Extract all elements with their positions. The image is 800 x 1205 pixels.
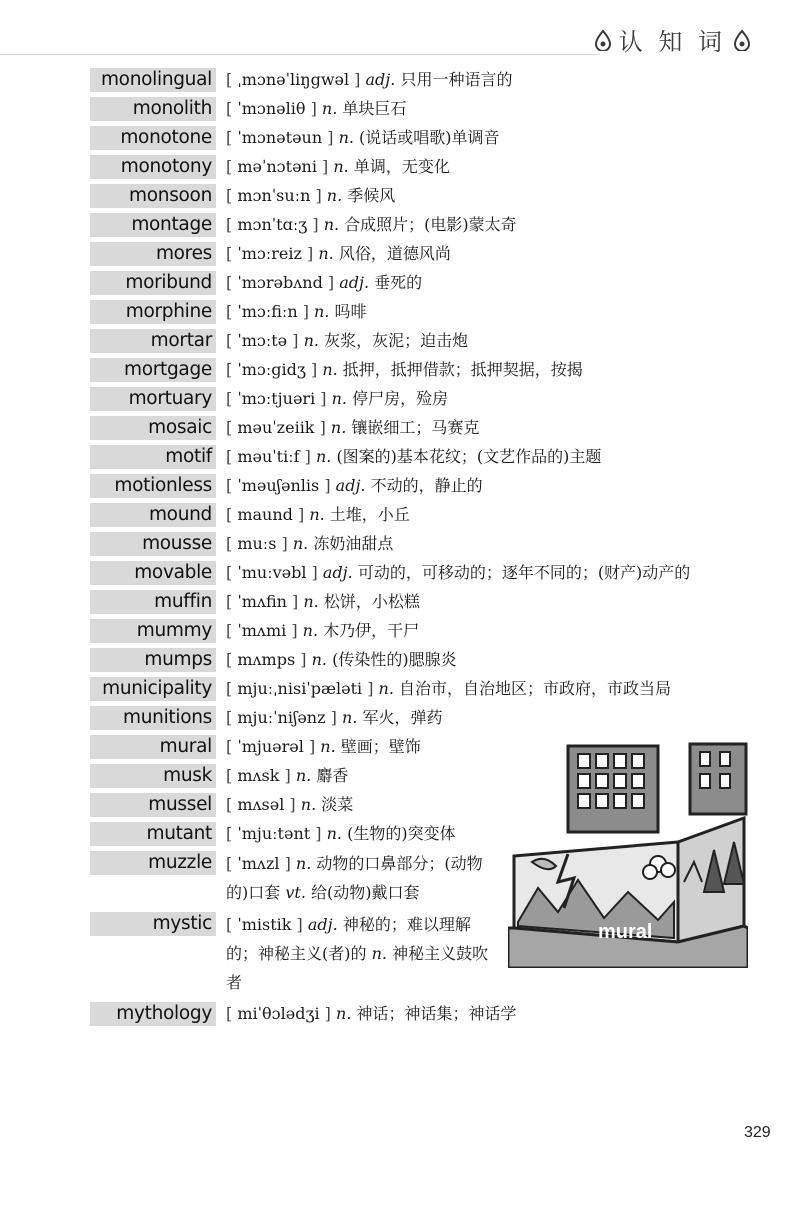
page-header: [0, 18, 800, 58]
headword: monolith: [90, 97, 216, 121]
part-of-speech: n.: [341, 708, 358, 727]
bracket-close: ]: [316, 157, 334, 176]
bracket-close: ]: [284, 795, 301, 814]
meaning: 松饼，小松糕: [323, 592, 420, 611]
definition: [226, 126, 500, 150]
bracket-close: ]: [301, 244, 319, 263]
bracket-open: [: [226, 360, 238, 379]
part-of-speech: n.: [320, 737, 336, 756]
headword: motif: [90, 445, 216, 469]
headword: muffin: [90, 590, 216, 614]
dictionary-entry: [0, 300, 800, 324]
bracket-close: ]: [322, 273, 340, 292]
headword: mound: [90, 503, 216, 527]
definition: [226, 271, 422, 295]
meaning: 自治市，自治地区；市政府，市政当局: [399, 679, 672, 698]
phonetic: ˈmjuərəl: [237, 737, 304, 756]
bracket-open: [: [226, 157, 238, 176]
definition: [226, 329, 468, 353]
part-of-speech: n.: [318, 244, 334, 263]
part-of-speech: n.: [295, 766, 312, 785]
bracket-open: [: [226, 795, 238, 814]
part-of-speech: vt.: [285, 883, 306, 902]
bracket-open: [: [226, 70, 238, 89]
phonetic: ˈmɔnəliθ: [237, 99, 306, 118]
definition: [226, 849, 494, 907]
bracket-close: ]: [362, 679, 379, 698]
phonetic: mjuːˌnisiˈpæləti: [237, 679, 363, 698]
bracket-close: ]: [310, 186, 327, 205]
bracket-open: [: [226, 244, 238, 263]
meaning: 神秘主义鼓吹者: [226, 944, 489, 992]
phonetic: ˈmɔːreiz: [237, 244, 302, 263]
phonetic: muːs: [237, 534, 277, 553]
definition: [226, 155, 450, 179]
bracket-close: ]: [306, 563, 323, 582]
bracket-open: [: [226, 766, 238, 785]
phonetic: mɔnˈtɑːʒ: [237, 215, 308, 234]
meaning: 不动的，静止的: [370, 476, 483, 495]
definition: [226, 387, 448, 411]
part-of-speech: adj.: [365, 70, 396, 89]
headword: montage: [90, 213, 216, 237]
dictionary-entry: [0, 329, 800, 353]
bracket-open: [: [226, 592, 238, 611]
headword: mystic: [90, 912, 216, 936]
meaning: 冻奶油甜点: [313, 534, 394, 553]
headword: mosaic: [90, 416, 216, 440]
dictionary-entry: [0, 590, 800, 614]
definition: [226, 445, 601, 469]
drop-icon: [593, 29, 613, 51]
meaning: (说话或唱歌)单调音: [359, 128, 500, 147]
meaning: 镶嵌细工；马赛克: [351, 418, 480, 437]
definition: [226, 242, 451, 266]
definition: [226, 97, 406, 121]
bracket-open: [: [226, 447, 238, 466]
bracket-open: [: [226, 824, 238, 843]
phonetic: ˈmɔrəbʌnd: [237, 273, 323, 292]
dictionary-entry: [0, 561, 800, 585]
definition: [226, 793, 353, 817]
dictionary-entry: [0, 648, 800, 672]
headword: moribund: [90, 271, 216, 295]
headword: musk: [90, 764, 216, 788]
headword: motionless: [90, 474, 216, 498]
definition: [226, 735, 421, 759]
meaning: 单调，无变化: [353, 157, 450, 176]
definition: [226, 358, 583, 382]
meaning: 合成照片；(电影)蒙太奇: [344, 215, 517, 234]
dictionary-entry: [0, 706, 800, 730]
dictionary-entry: [0, 416, 800, 440]
meaning: 单块巨石: [342, 99, 407, 118]
bracket-open: [: [226, 650, 238, 669]
dictionary-entry: [0, 532, 800, 556]
bracket-open: [: [226, 331, 238, 350]
meaning: (图案的)基本花纹；(文艺作品的)主题: [336, 447, 602, 466]
bracket-open: [: [226, 915, 238, 934]
dictionary-entry: [0, 155, 800, 179]
dictionary-entry: [0, 126, 800, 150]
definition: [226, 503, 410, 527]
headword: mummy: [90, 619, 216, 643]
bracket-close: ]: [299, 447, 316, 466]
phonetic: ˈmɔːtjuəri: [237, 389, 316, 408]
part-of-speech: n.: [326, 824, 342, 843]
part-of-speech: n.: [323, 215, 340, 234]
phonetic: məˈnɔtəni: [237, 157, 317, 176]
meaning: 神秘的；难以理解的；神秘主义(者)的: [226, 915, 471, 963]
phonetic: ˈməuʃənlis: [237, 476, 320, 495]
headword: mumps: [90, 648, 216, 672]
header-rule: [0, 54, 600, 55]
dictionary-entry: [0, 184, 800, 208]
bracket-close: ]: [279, 766, 296, 785]
phonetic: ˈmjuːtənt: [237, 824, 311, 843]
meaning: 动物的口鼻部分；(动物的)口套: [226, 854, 483, 902]
meaning: (生物的)突变体: [347, 824, 456, 843]
phonetic: mʌmps: [237, 650, 296, 669]
dictionary-entry: [0, 445, 800, 469]
part-of-speech: n.: [321, 99, 338, 118]
definition: [226, 1002, 517, 1026]
dictionary-entry: [0, 213, 800, 237]
bracket-close: ]: [322, 128, 339, 147]
bracket-open: [: [226, 215, 238, 234]
definition: [226, 677, 671, 701]
part-of-speech: n.: [303, 592, 319, 611]
meaning: 土堆，小丘: [329, 505, 410, 524]
phonetic: ˈmɔːgidʒ: [237, 360, 306, 379]
phonetic: ˌmɔnəˈliŋgwəl: [237, 70, 350, 89]
headword: mortar: [90, 329, 216, 353]
definition: [226, 561, 690, 585]
phonetic: ˈmistik: [237, 915, 292, 934]
part-of-speech: n.: [338, 128, 354, 147]
bracket-close: ]: [325, 708, 342, 727]
illustration-label: mural: [598, 921, 653, 943]
meaning: 壁画；壁饰: [340, 737, 421, 756]
phonetic: məuˈtiːf: [237, 447, 300, 466]
meaning: 木乃伊，干尸: [323, 621, 420, 640]
bracket-open: [: [226, 854, 238, 873]
phonetic: maund: [237, 505, 293, 524]
meaning: (传染性的)腮腺炎: [332, 650, 457, 669]
bracket-close: ]: [287, 331, 304, 350]
part-of-speech: n.: [300, 795, 317, 814]
headword: monolingual: [90, 68, 216, 92]
dictionary-entry: [0, 358, 800, 382]
phonetic: miˈθɔlədʒi: [237, 1004, 320, 1023]
page-number: 329: [744, 1124, 771, 1141]
part-of-speech: n.: [326, 186, 343, 205]
phonetic: mʌsəl: [237, 795, 285, 814]
headword: municipality: [90, 677, 216, 701]
headword: morphine: [90, 300, 216, 324]
definition: [226, 648, 457, 672]
meaning: 季候风: [347, 186, 396, 205]
headword: mortuary: [90, 387, 216, 411]
dictionary-entry: [0, 97, 800, 121]
meaning: 给(动物)戴口套: [311, 883, 420, 902]
bracket-open: [: [226, 476, 238, 495]
bracket-open: [: [226, 621, 238, 640]
definition: [226, 822, 456, 846]
headword: mutant: [90, 822, 216, 846]
part-of-speech: n.: [330, 418, 347, 437]
headword: monotony: [90, 155, 216, 179]
bracket-open: [: [226, 273, 238, 292]
drop-icon: [732, 29, 752, 51]
part-of-speech: n.: [336, 1004, 352, 1023]
headword: mortgage: [90, 358, 216, 382]
dictionary-entry: [0, 474, 800, 498]
meaning: 麝香: [316, 766, 349, 785]
part-of-speech: n.: [315, 447, 332, 466]
bracket-open: [: [226, 186, 238, 205]
headword: monsoon: [90, 184, 216, 208]
bracket-open: [: [226, 1004, 238, 1023]
bracket-close: ]: [279, 854, 296, 873]
bracket-close: ]: [305, 360, 323, 379]
part-of-speech: n.: [314, 302, 330, 321]
part-of-speech: n.: [295, 854, 312, 873]
dictionary-entry: [0, 503, 800, 527]
definition: [226, 416, 479, 440]
meaning: 只用一种语言的: [400, 70, 513, 89]
part-of-speech: adj.: [322, 563, 353, 582]
bracket-close: ]: [310, 824, 327, 843]
definition: [226, 910, 494, 997]
definition: [226, 300, 367, 324]
bracket-close: ]: [315, 389, 332, 408]
bracket-close: ]: [303, 737, 321, 756]
definition: [226, 764, 348, 788]
phonetic: ˈmʌzl: [237, 854, 280, 873]
definition: [226, 68, 512, 92]
phonetic: ˈmuːvəbl: [237, 563, 307, 582]
bracket-open: [: [226, 302, 238, 321]
part-of-speech: n.: [309, 505, 325, 524]
definition: [226, 590, 420, 614]
meaning: 神话；神话集；神话学: [356, 1004, 517, 1023]
bracket-open: [: [226, 737, 238, 756]
headword: mussel: [90, 793, 216, 817]
meaning: 淡菜: [321, 795, 354, 814]
definition: [226, 619, 419, 643]
phonetic: mjuːˈniʃənz: [237, 708, 326, 727]
part-of-speech: adj.: [307, 915, 338, 934]
meaning: 风俗，道德风尚: [338, 244, 451, 263]
meaning: 停尸房，殓房: [352, 389, 449, 408]
phonetic: ˈmɔnətəun: [237, 128, 323, 147]
mural-illustration: [508, 742, 748, 968]
part-of-speech: n.: [292, 534, 309, 553]
part-of-speech: n.: [333, 157, 349, 176]
headword: mural: [90, 735, 216, 759]
meaning: 吗啡: [334, 302, 367, 321]
part-of-speech: n.: [322, 360, 338, 379]
headword: muzzle: [90, 851, 216, 875]
dictionary-entry: [0, 242, 800, 266]
bracket-close: ]: [292, 505, 310, 524]
bracket-open: [: [226, 505, 238, 524]
phonetic: ˈmɔːtə: [237, 331, 288, 350]
bracket-close: ]: [291, 915, 308, 934]
part-of-speech: n.: [303, 331, 319, 350]
definition: [226, 706, 442, 730]
bracket-open: [: [226, 128, 238, 147]
dictionary-entry: [0, 68, 800, 92]
phonetic: mʌsk: [237, 766, 280, 785]
phonetic: ˈmʌmi: [237, 621, 287, 640]
meaning: 军火，弹药: [362, 708, 443, 727]
phonetic: ˈmɔːfiːn: [237, 302, 298, 321]
part-of-speech: n.: [378, 679, 394, 698]
bracket-close: ]: [295, 650, 312, 669]
part-of-speech: n.: [302, 621, 319, 640]
headword: munitions: [90, 706, 216, 730]
bracket-close: ]: [286, 621, 303, 640]
headword: mores: [90, 242, 216, 266]
part-of-speech: n.: [311, 650, 327, 669]
headword: mythology: [90, 1002, 216, 1026]
bracket-close: ]: [307, 215, 324, 234]
bracket-close: ]: [349, 70, 366, 89]
bracket-close: ]: [314, 418, 331, 437]
headword: monotone: [90, 126, 216, 150]
part-of-speech: adj.: [339, 273, 370, 292]
meaning: 可动的，可移动的；逐年不同的；(财产)动产的: [357, 563, 691, 582]
definition: [226, 213, 517, 237]
bracket-close: ]: [305, 99, 322, 118]
definition: [226, 474, 483, 498]
section-title-text: 认 知 词: [618, 28, 726, 56]
phonetic: mɔnˈsuːn: [237, 186, 311, 205]
part-of-speech: adj.: [335, 476, 366, 495]
headword: movable: [90, 561, 216, 585]
bracket-open: [: [226, 534, 238, 553]
bracket-close: ]: [319, 476, 336, 495]
meaning: 灰浆，灰泥；迫击炮: [324, 331, 469, 350]
meaning: 抵押，抵押借款；抵押契据，按揭: [342, 360, 583, 379]
bracket-close: ]: [297, 302, 315, 321]
definition: [226, 532, 393, 556]
dictionary-entry: [0, 619, 800, 643]
dictionary-entry: [0, 271, 800, 295]
phonetic: ˈmʌfin: [237, 592, 287, 611]
dictionary-entry: [0, 1002, 800, 1026]
bracket-open: [: [226, 679, 238, 698]
bracket-close: ]: [276, 534, 293, 553]
bracket-open: [: [226, 708, 238, 727]
dictionary-entry: [0, 387, 800, 411]
dictionary-entry: [0, 677, 800, 701]
definition: [226, 184, 395, 208]
bracket-open: [: [226, 563, 238, 582]
part-of-speech: n.: [371, 944, 387, 963]
bracket-open: [: [226, 99, 238, 118]
bracket-close: ]: [286, 592, 304, 611]
phonetic: məuˈzeiik: [237, 418, 315, 437]
bracket-open: [: [226, 389, 238, 408]
bracket-open: [: [226, 418, 238, 437]
headword: mousse: [90, 532, 216, 556]
section-title: [593, 22, 752, 57]
bracket-close: ]: [319, 1004, 337, 1023]
part-of-speech: n.: [331, 389, 347, 408]
meaning: 垂死的: [374, 273, 423, 292]
